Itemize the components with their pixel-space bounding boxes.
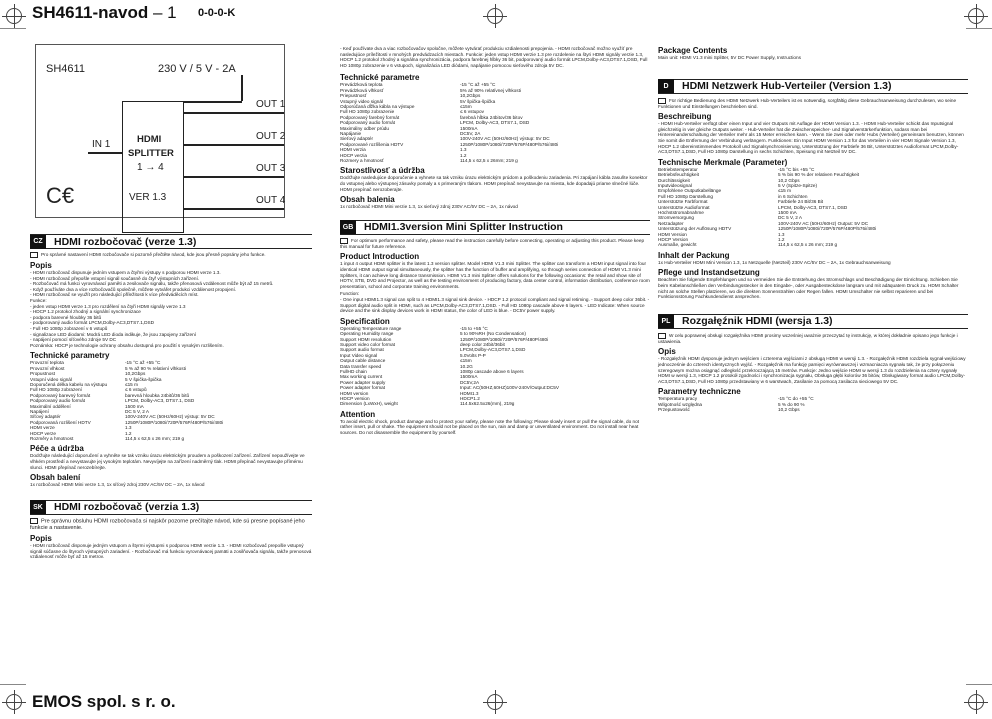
list-item: - HDMI rozbočovač se využít pro následující příležitosti k více předváděcích míst. <box>30 292 199 298</box>
input-label: IN 1 <box>92 139 111 150</box>
text-pece: Dodržujte následující doporučení a vyhněte se tak vzniku úrazu elektrickým proudem a poškození zařízení. Zařízení nepoužívejte ve vlhkém prostředí a nevystavujte jej vysokým teplotám. Nevyvíjejte na zařízení nadměrný tlak. HDMI přepínač nevystavujte přímému slunci. HDMI přepínač nerozebírejte. <box>30 453 305 470</box>
heading-beschreibung: Beschreibung <box>658 112 712 122</box>
footer-brand: EMOS spol. s r. o. <box>32 692 176 711</box>
text-pflege: Beachten Sie folgende Empfehlungen und so vermeiden Sie die Entstehung des Stromschlags und Beschädigung der Einrichtung. Schieben Sie beim Kabelanschließen den Verbindungsstecker in den Eingabe-, oder Ausgabesteckdose langsam und mit adäquatem Druck zu. HDMI Schalter nicht an solche Stellen platzieren, wo die direkten Sonnenstrahlen oder Regen fallen. HDMI Umschalter nie selbst reparieren und bei Funktionsstörung Fachkundendienst ansprechen. <box>658 277 959 300</box>
splitter-box <box>122 101 184 233</box>
power-label: 230 V / 5 V - 2A <box>158 63 236 75</box>
ce-mark-icon: C€ <box>46 183 75 208</box>
section-title-gb: HDMI1.3version Mini Splitter Instruction <box>364 221 563 234</box>
section-header-gb <box>340 220 650 235</box>
crop-line <box>0 684 26 685</box>
list-item: - HDCP 1.2 protokol zhodný a signální synchronizace <box>30 309 141 315</box>
language-tag-cz: CZ <box>30 235 46 249</box>
list-item: - napájení pomocí síťového zdroje 5V DC <box>30 337 117 343</box>
language-tag-gb: GB <box>340 220 356 234</box>
spec-table-cz: Provozní teplota -15 °C až +55 °C Provozní vlhkost 5 % až 90 % relativní vlhkosti Propustnost 10,2Gbps Vstupní video signál 5 V špička-špička Doporučená délka kabelu na výstupu ≤15 m Full HD 1080p zobrazení ≤ 6 vstupů Podporovaný barevný formát barevná hloubka 24bitů/36 bitů Podporovaný audio formát LPCM, Dolby-AC3, DTS7.1, DSD Maximální oddělení 1500 mA Napájení DC 5 V, 2 A Síťový adaptér 100V-240V AC (50Hz/60Hz) výstup: 5V DC Podporovaná rozlišení HDTV 1250P/1080P/1080i/720P/576P/480P/576i/480i HDMI verze 1.3 HDCP verze 1.2 Rozměry a hmotnost 114,5 x 62,5 x 26 mm; 219 g <box>30 360 224 441</box>
intro-sk: Pre správnu obsluhu HDMI rozbočovača si najskôr pozorne prečítajte návod, kde sú presne popísané jeho funkcie a nastavenie. <box>30 518 305 531</box>
list-item: - podpora barevné hloubky 36 bitů <box>30 314 102 320</box>
heading-tech-sk: Technické parametre <box>340 73 420 83</box>
power-line <box>241 75 243 101</box>
column-middle <box>340 46 650 436</box>
language-tag-sk: SK <box>30 500 46 514</box>
text-starostlivost: Dodržujte nasledujúce doporučenie a vyhnete sa tak vzniku úrazu elektrickým prúdom a poškodeniu zariadenia. Pri zapájaní kábla zasuňte konektor do vstupnej alebo výstupnej zásuvky pomaly a s primeraným tlakom. HDMI prepínač nevystavujte na miesta, kde dopadajú priame slnečné lúče. HDMI prepínač nerozoberajte. <box>340 175 648 192</box>
intro-d: Für richtige Bedienung des HDMI Netzwerk Hub-Verteilers ist es notwendig, sorgfältig diese Gebrauchsanweisung durchzulesen, wo seine Funktionen und Einstellungen beschrieben sind. <box>658 97 957 109</box>
intro-pl: W celu poprawnej obsługi rozgałęźnika HDMI prosimy wcześniej uważnie przeczytać tę instrukcję, w której dokładnie opisano jego funkcje i ustawienia. <box>658 333 958 344</box>
output-1-line <box>184 112 284 114</box>
crop-line <box>966 28 992 29</box>
page-number: – 1 <box>152 3 177 22</box>
section-header-d <box>658 79 968 94</box>
heading-package-contents: Package Contents <box>658 46 728 55</box>
output-2-line <box>184 144 284 146</box>
list-item: - Když používáte dva a více rozbočovačů společně, můžete vytvářet produkci vzdálenost propojení. <box>30 286 237 292</box>
heading-opis: Opis <box>658 347 676 357</box>
language-tag-d: D <box>658 79 674 93</box>
power-line-h <box>184 101 242 103</box>
list-item: Poznámka: HDCP je technologie ochrany obsahu dostupná pro použití s vysokým rozlišením. <box>30 342 224 348</box>
text-attention: To avoid electric shock, product damage and to protect your safety, please note the following: Please slowly insert or pull the signal cable, do not rather insert, pull or shake. The equipment should not be placed on the sun, rain and damp or unventilated environment. Do not install near heat sources. Do not disassemble the equipment by yourself. <box>340 418 640 436</box>
list-item: - podporovaný audio formát LPCM,Dolby-AC3,DTS7.1,DSD <box>30 320 155 326</box>
intro-gb: For optimum performance and safety, please read the instruction carefully before connecting, operating or adjusting this product. Please keep this manual for future reference. <box>340 238 645 249</box>
input-line <box>88 152 122 154</box>
crop-line <box>0 28 26 29</box>
list-item: - jeden vstup HDMI verze 1.3 pro rozdělení na čtyři HDMI signály verze 1.3 <box>30 303 186 309</box>
registration-mark-bottom-right <box>968 694 984 710</box>
document-title <box>32 3 177 23</box>
text-product-introduction: 1 input 4 output HDMI splitter is the latest 1.3 version splitter. Model HDMI V1.3 mini Splitter. The splitter can transform a HDMI input signal into four identical HDMI output signal simultaneously, the splitter has the function of buffer and amplifying, so through series connection of HDMI V1.3 mini Splitters, it can achieve long distance transmission. HDMI V1.3 mini Splitter offers solutions for the following occasions: the retail and show site of HDTV, STB, DVD and Projector, as well as the testing environment of producing factory, data center control, information distribution, conference room presentation, school and corporate training environments. <box>340 261 650 289</box>
list-item: Funkce: <box>30 297 47 303</box>
spec-table-sk: Prevádzková teplota -15 °C až +55 °C Prevádzková vlhkosť 5% až 90% relatívnej vlhkosti Priepustnosť 10,2Gbps Vstupný video signál 5V špička-špička Odporúčaná dĺžka kábla na výstupe ≤15m Full HD 1080p zobrazenie ≤ 6 vstupov Podporovaný farebný formát farebná hĺbka 24bitov/36 bitov Podporovaný audio formát LPCM, Dolby-AC3, DTS7.1, DSD Maximálny odber prúdu 1500mA Napájanie DC5V, 2A Sieťový adaptér 100V-240V AC (50Hz/60Hz) výstup: 5V DC Podporované rozlíšenia HDTV 1250P/1080P/1080i/720P/576P/480P/576i/480i HDMI verzia 1.3 HDCP verzia 1.2 Rozmery a hmotnosť 114,5 x 62,5 x 26mm; 219 g <box>340 82 559 164</box>
heading-parametry: Parametry techniczne <box>658 387 741 397</box>
registration-mark-bottom-center <box>487 694 503 710</box>
output-2-label: OUT 2 <box>256 131 286 142</box>
hub-line-1: HDMI <box>137 134 162 145</box>
text-opis: - Rozgałęźnik HDMI dysponuje jednym wejściem i czterema wyjściami z obsługą HDMI w wersji 1.3. - Rozgałęźnik HDMI rozdziela sygnał wejściowy jednocześnie do czterech identycznych wyjść. - Rozgałęźnik ma funkcję pamięci wyrównawczej i wzmacniacza sygnału tak, że przy połączeniu szeregowym można osiągnąć odległość przekroczającą 15 metrów. Funkcje: Jedno wejście HDMI w wersji 1.3 do rozdzielenia na cztery sygnały HDMI w wersji 1.3, HDCP 1.2 protokół zgodności i synchronizacja sygnału, Obsługa głębi kolorów 36 bitów, Obsługiwany format audio LPCM,Dolby-AC3,DTS7.1,DSD, Full HD 1080p przedstawiany w 6 warstwach, Zasilanie za pomocą zasilacza sieciowego 5V DC. <box>658 356 966 384</box>
list-item: - signalizace LED diodami: Modrá LED dioda indikuje, že jsou zapojeny zařízení <box>30 331 196 337</box>
heading-popis: Popis <box>30 261 52 270</box>
model-label: SH4611 <box>46 63 85 75</box>
text-obsah: 1x rozbočovač HDMI Mini verze 1.3, 1x síťový zdroj 230V AC/5V DC – 2A, 1x návod <box>30 482 205 488</box>
list-item: - Rozbočovač má funkci vyrovnávací paměti a zesilovače signálu, takže přenosová vzdálenost může být až 15 metrů. <box>30 281 274 287</box>
list-item: - Full HD 1080p zobrazení v 6 vstupů <box>30 325 108 331</box>
output-4-label: OUT 4 <box>256 195 286 206</box>
section-title-d: HDMI Netzwerk Hub-Verteiler (Version 1.3) <box>682 80 892 93</box>
hub-line-2: SPLITTER <box>128 148 174 159</box>
section-header-pl <box>658 314 968 329</box>
text-function: - One input HDMI1.3 signal can split to 4 HDMI1.3 signal sink device. - HDCP 1.2 protocol compliant and signal retiming. - Support deep color 36bit. - Support digital audio split in HDMI, such as LPCM,Dolby-AC3,DTS7.1,DSD. - Full HD 1080p cascade above 6 layers. - LED Indicate: When source device and the sink display devices work in HDMI status, the color of LED is blue. - DC5V power supply. <box>340 297 650 314</box>
spec-table-d: Betriebstemperatur -15 °C bis +55 °C Betriebsfeuchtigkeit 5 % bis 90 % der relativen Feuchtigkeit Durchlässigkeit 10,2 Gbps Inputvideosignal 5 V (Spitze-Spitze) Empfohlene Outputkabellänge ≤15 m Full HD 1080p Darstellung in 6 Schichten Unterstützte Farbformat Farbtiefe 24 Bit/36 Bit Unterstützte Audioformat LPCM, Dolby-AC3, DTS7.1, DSD Höchststromabnahme 1500 mA Stromversorgung DC 5 V, 2 A Netzadapter 100V-240V AC (50Hz/60Hz) Output: 5V DC Unterstützung der Auflösung HDTV 1250P/1080P/1080i/720P/576P/480P/576i/480i HDMI Version 1.3 HDCP Version 1.2 Ausmaße, gewicht 114,5 x 62,5 x 26 mm; 219 g <box>658 166 877 248</box>
list-item: - HDMI rozbočovač přepošle vstupní signál současně do čtyř výstupních zařízení. <box>30 275 200 281</box>
output-4-line <box>184 208 284 210</box>
output-3-label: OUT 3 <box>256 163 286 174</box>
section-title-cz: HDMI rozbočovač (verze 1.3) <box>54 235 197 248</box>
heading-starostlivost: Starostlivosť a údržba <box>340 166 425 176</box>
heading-pflege: Pflege und Instandsetzung <box>658 268 760 278</box>
heading-obsah-balenia: Obsah balenia <box>340 195 395 205</box>
registration-mark-bottom-left <box>6 694 22 710</box>
heading-obsah: Obsah balení <box>30 473 81 483</box>
section-header-cz <box>30 234 312 249</box>
heading-attention: Attention <box>340 409 376 419</box>
book-icon <box>30 518 38 524</box>
heading-tech-cz: Technické parametry <box>30 351 110 361</box>
document-name: SH4611-navod <box>32 3 149 22</box>
list-item: - HDMI rozbočovač dispunuje jedním vstupem a čtyřmi výstupy s podporou HDMI verze 1.3. <box>30 270 221 275</box>
heading-function: Function: <box>340 291 360 297</box>
column-right <box>658 46 968 413</box>
text-package-contents: Main unit: HDMI V1.3 mini Splitter, 5V DC Power Supply, Instructions <box>658 55 801 60</box>
text-continued-sk: - Keď používate dva a viac rozbočovačov spoločne, môžete vytvárať produkciu vzdialenosti prepojenia. - HDMI rozbočovač možno využiť pre nasledujúce príležitosti v mnohých predvádzacích miestach. Funkcie: jeden vstup HDMI verzie 1.3 pre rozdelenie na štyri HDMI signály verzie 1.3, HDCP 1.2 protokol zhodný a signálna synchronizácia, podpora farebnej hĺbky 36 bit, podporovaný audio formát LPCM,Dolby-AC3,DTS7.1,DSD, Full HD 1080p zobrazenie v 6 vstupoch, signalizácia LED diódami, napájanie pomocou sieťového zdroja 5V DC. <box>340 46 648 68</box>
text-obsah-balenia: 1x rozbočovač HDMI Mini verzie 1.3, 1x sieťový zdroj 230V AC/5V DC – 2A, 1x návod <box>340 204 518 210</box>
language-tag-pl: PL <box>658 314 674 328</box>
section-header-sk <box>30 500 312 515</box>
list-popis-cz <box>30 270 312 348</box>
output-3-line <box>184 176 284 178</box>
book-icon <box>30 252 38 258</box>
heading-tech-d: Technische Merkmale (Parameter) <box>658 157 788 167</box>
hub-line-3: 1 → 4 <box>137 162 164 173</box>
spec-table-pl: Temperatura pracy -15 °C do +55 °C Wilgotność względna 5 % do 90 % Przepustowość 10,2 Gbps <box>658 396 814 413</box>
intro-cz: Pro správné nastavení HDMI rozbočovače si pozorně přečtěte návod, kde jsou přesně popsány jeho funkce. <box>30 252 312 258</box>
section-title-pl: Rozgałęźnik HDMI (wersja 1.3) <box>682 315 833 328</box>
text-popis-sk: - HDMI rozbočovač disponuje jedným vstupom a štyrmi výstupmi s podporou HDMI verzie 1.3. - HDMI rozbočovač prepošle vstupný signál súčasne do štyroch výstupných zariadení. - Rozbočovač má funkciu vyrovnávacej pamäti a zosilňovača signálu, takže prenosová vzdialenosť môže byť až 15 metrov. <box>30 543 312 560</box>
text-inhalt: 1x Hub-Verteiler HDMI Mini Version 1.3, 1x Netzquelle (Netzteil) 230V AC/5V DC – 2A, 1x Gebrauchsanweisung <box>658 259 891 265</box>
splitter-diagram <box>35 44 285 218</box>
registration-mark-top-center <box>487 8 503 24</box>
heading-inhalt: Inhalt der Packung <box>658 250 730 260</box>
heading-product-introduction: Product Introduction <box>340 252 420 262</box>
heading-specification: Specification <box>340 316 390 326</box>
spec-table-gb: Operating Temperature range -15 to +55 °C Operating Humidity range 5 to 90%RH (No Condensation) Support HDMI resolution 1250P/1080P/1080i/720P/576P/480P/480i Support video color format deep color 24bit/36bit Support audio format LPCM,Dolby-AC3,DTS7.1,DSD Input Video signal 5.0Volts P-P Output cable distance ≤15m Data transfer speed 10.2G FullHD chain 1080p cascade above 6 layers Max working current 1500mA Power adapter supply DC5V,2A Power adapter format Input: AC(50HZ,60HZ)100V-240V/Output:DC5V HDMI version HDMI1.3 HDCP version HDCP1.2 Dimension (LxWxH), weight 114.5x62.5x26(mm), 219g <box>340 325 560 407</box>
registration-mark-top-right <box>968 8 984 24</box>
heading-pece: Péče a údržba <box>30 444 84 454</box>
text-beschreibung: - HDMI Hub-Verteiler verfügt über einen Input und vier Outputs mit Auflage der HDMI Version 1.3. - HDMI Hub-Verteiler schickt das Inputsignal gleichzeitig in vier gleiche Outputs weiter. - Hub-Verteiler hat die Zwischenspeicher- und Signalverstärkerfunktion, sodass man bei Hintereinanderschaltung der Verteiler mehr als 15 Meter erreichen kann. - Wenn Sie zwei oder mehr Hubs (Verteiler) gemeinsam benutzen, können Sie somit die Entfernung der Verbindung verlängern. Funktionen: Ein Input HDMI Version 1.3 für das Verteilen in vier HDMI Signale Version 1.3, HDCP 1.2 übereinstimmendes Protokoll und Signalsynchronisierung, Unterstützung der Farbtiefe 36 Bit, Unterstütztes Audioformat LPCM,Dolby-AC3,DTS7.1,DSD, Full HD 1080p Darstellung in sechs Schichten, Speisung mit Netzteil 5V DC. <box>658 121 964 155</box>
registration-mark-top-left <box>6 8 22 24</box>
crop-line <box>966 684 992 685</box>
document-code: 0-0-0-K <box>198 7 236 19</box>
output-1-label: OUT 1 <box>256 99 286 110</box>
hub-version: VER 1.3 <box>129 192 167 203</box>
heading-popis-sk: Popis <box>30 534 52 544</box>
column-left <box>30 234 312 560</box>
section-title-sk: HDMI rozbočovač (verzia 1.3) <box>54 501 200 514</box>
